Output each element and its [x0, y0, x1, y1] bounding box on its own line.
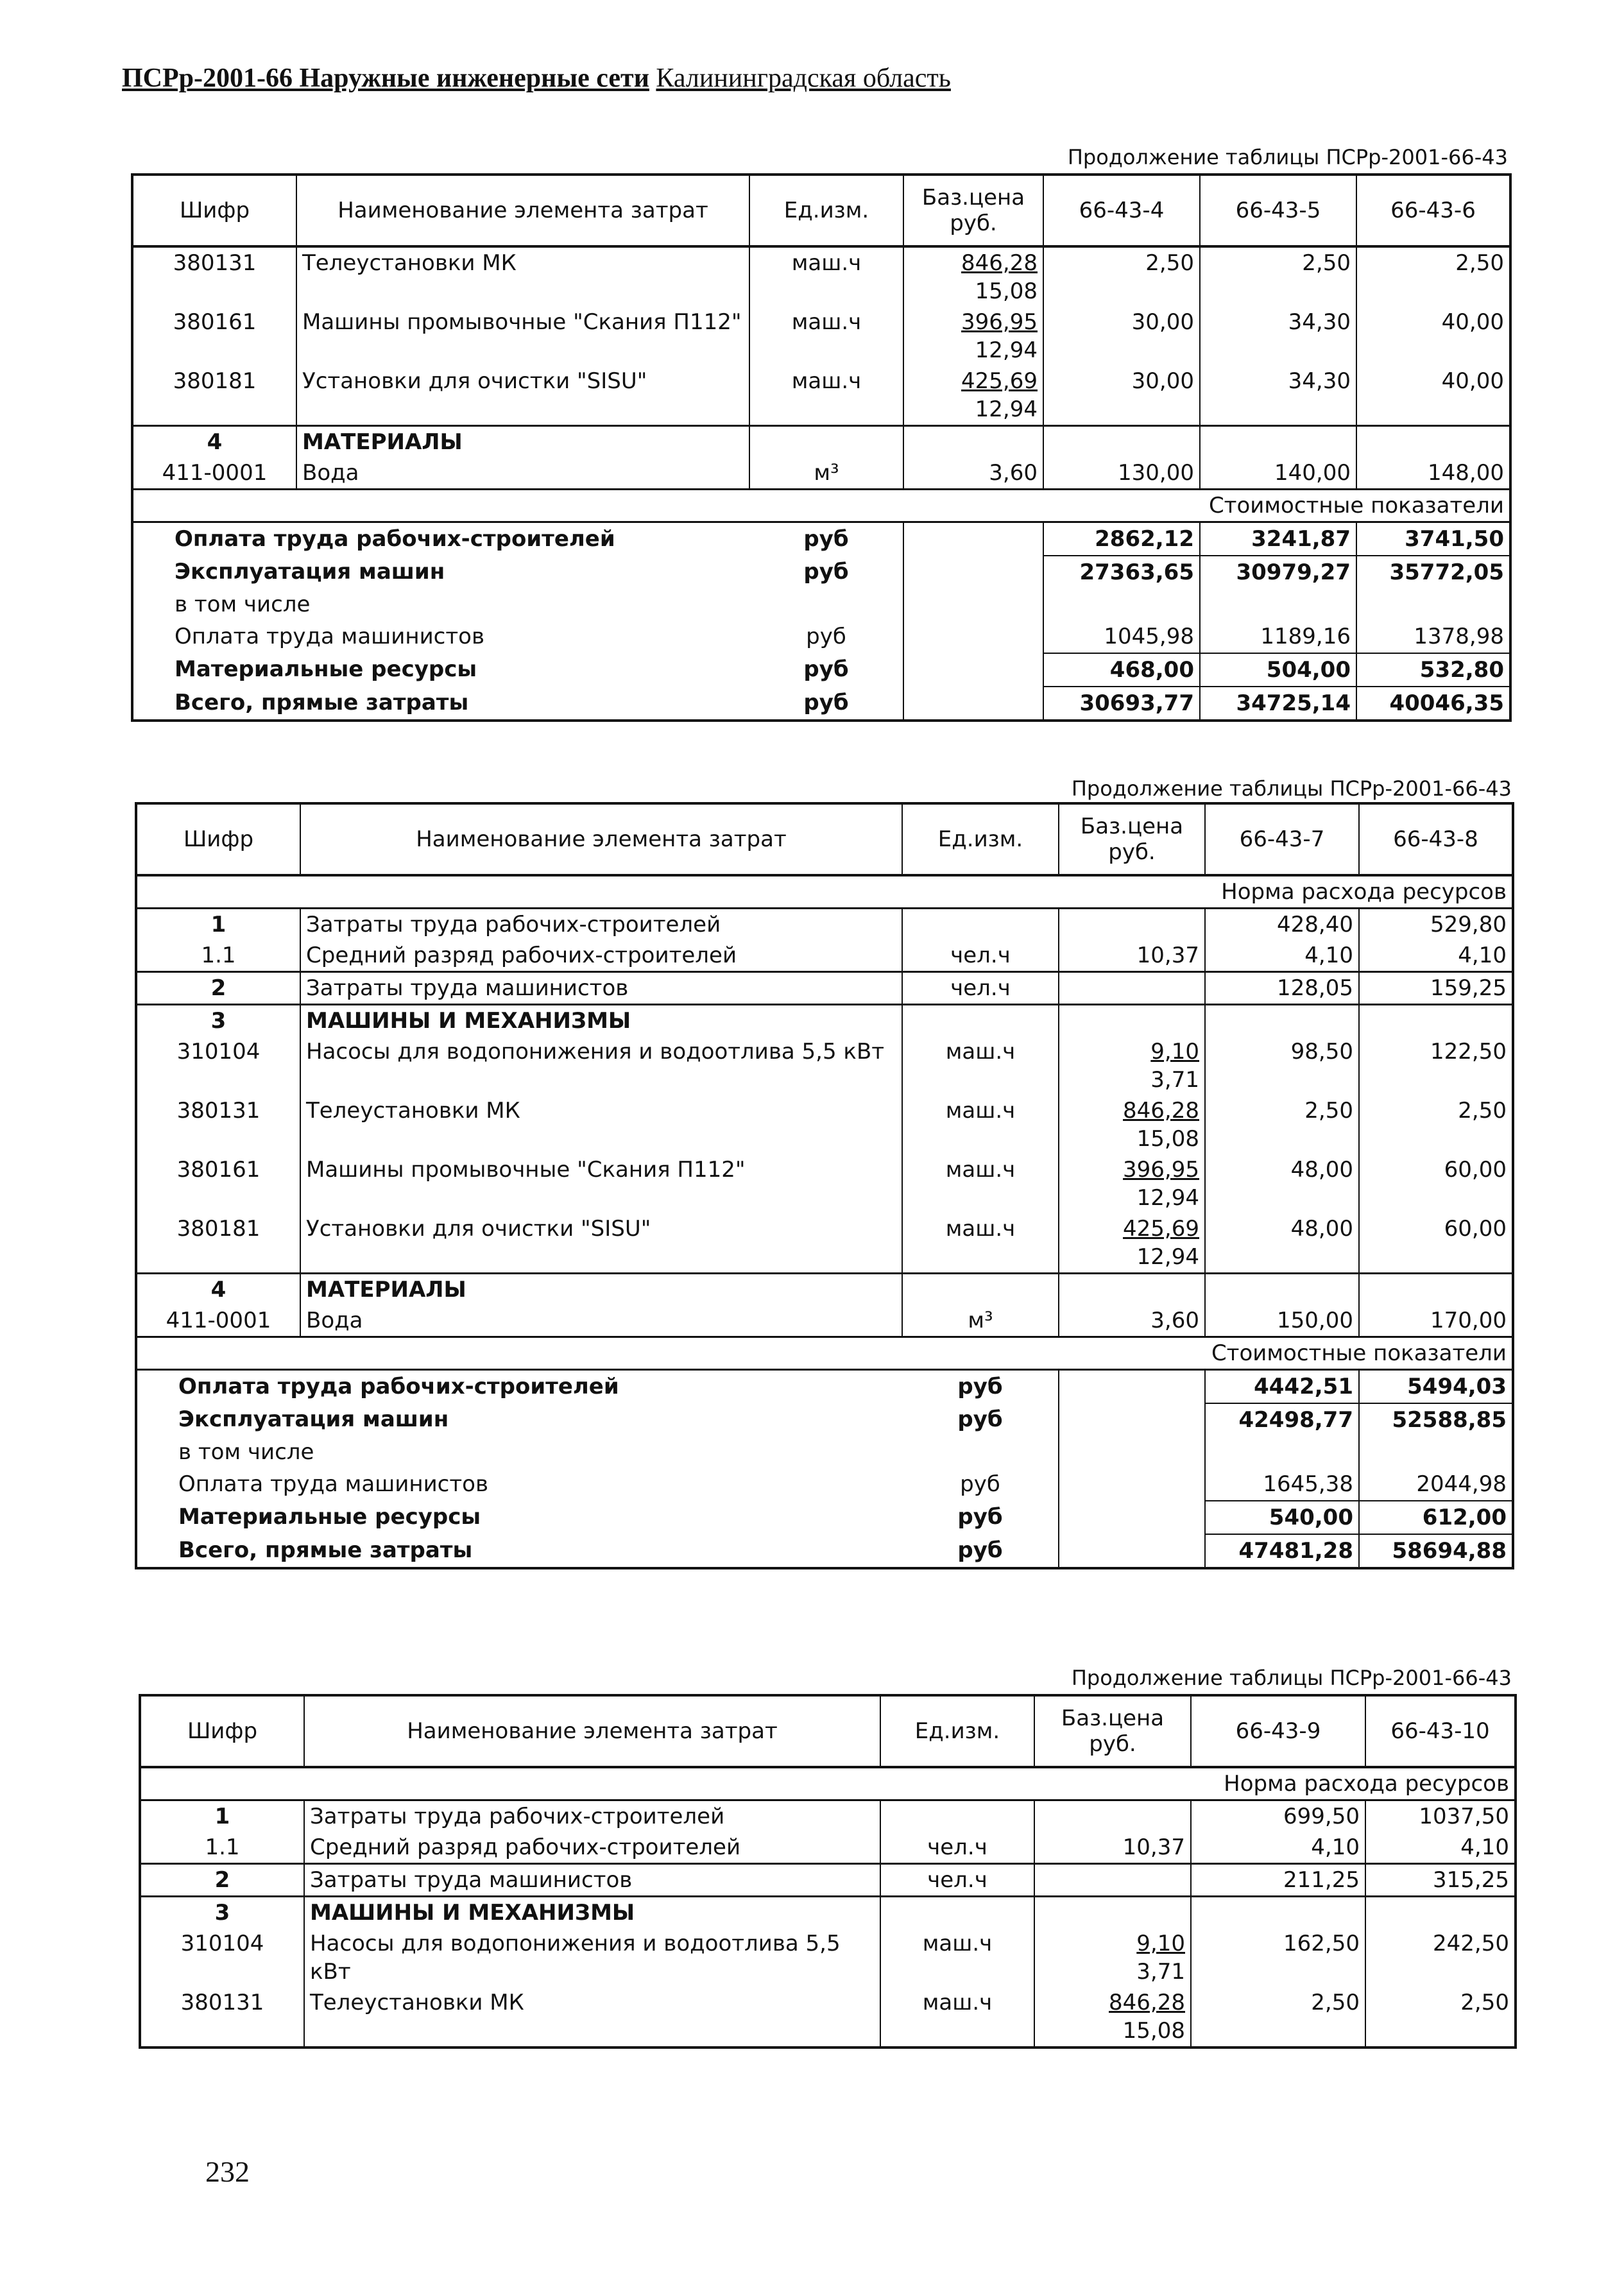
table-block-1: [131, 173, 1512, 722]
cost-row: [136, 1468, 1513, 1501]
table-row: [136, 972, 1513, 1005]
cost-row: [136, 1501, 1513, 1534]
table-row: [132, 246, 1510, 307]
row-code: 310104: [136, 1036, 300, 1095]
row-unit: маш.ч: [902, 1036, 1059, 1095]
cost-value: 1378,98: [1356, 620, 1510, 653]
cost-unit: руб: [803, 559, 849, 585]
section-row-materials: [132, 426, 1510, 458]
row-name: Средний разряд рабочих-строителей: [300, 940, 902, 972]
row-value: 34,30: [1200, 307, 1356, 366]
norm-section-label: Норма расхода ресурсов: [136, 875, 1513, 909]
cost-value: 30979,27: [1200, 556, 1356, 588]
table-row: [132, 366, 1510, 426]
col-header-code: Шифр: [132, 175, 296, 246]
col-header-price: Баз.цена руб.: [1059, 803, 1205, 875]
norm-section-row: [140, 1767, 1516, 1800]
row-value: 242,50: [1365, 1928, 1516, 1987]
cost-row: [132, 522, 1510, 556]
row-value: 140,00: [1200, 457, 1356, 490]
table-row: [136, 1154, 1513, 1213]
row-name: Насосы для водопонижения и водоотлива 5,5 кВт: [300, 1036, 902, 1095]
section-title: МАШИНЫ И МЕХАНИЗМЫ: [300, 1005, 902, 1037]
cost-value: 540,00: [1205, 1501, 1359, 1534]
row-price: [1034, 1928, 1191, 1987]
cost-name: в том числе: [175, 592, 311, 617]
row-name: Машины промывочные "Скания П112": [296, 307, 749, 366]
price-bottom: 3,71: [1150, 1067, 1199, 1093]
price-top: 396,95: [1123, 1157, 1199, 1183]
section-row-machines: [140, 1897, 1516, 1929]
section-title: МАШИНЫ И МЕХАНИЗМЫ: [304, 1897, 880, 1929]
cost-value: 30693,77: [1043, 687, 1200, 721]
row-code: 380131: [136, 1095, 300, 1154]
row-value: 128,05: [1205, 972, 1359, 1005]
cost-unit: руб: [960, 1471, 1000, 1497]
row-name: Телеустановки МК: [300, 1095, 902, 1154]
cost-value: 35772,05: [1356, 556, 1510, 588]
row-value: 162,50: [1191, 1928, 1365, 1987]
row-value: 122,50: [1359, 1036, 1513, 1095]
row-code: 380181: [136, 1213, 300, 1274]
col-header-unit: Ед.изм.: [749, 175, 903, 246]
price-top: 846,28: [961, 250, 1038, 276]
row-value: 699,50: [1191, 1800, 1365, 1833]
row-value: 159,25: [1359, 972, 1513, 1005]
row-price: [1034, 1800, 1191, 1833]
table-row: [132, 457, 1510, 490]
row-code: 380181: [132, 366, 296, 426]
cost-value: 34725,14: [1200, 687, 1356, 721]
cost-value: 5494,03: [1359, 1370, 1513, 1404]
table-row: [136, 909, 1513, 941]
price-bottom: 12,94: [975, 338, 1038, 363]
price-bottom: 15,08: [1136, 1126, 1199, 1152]
price-bottom: 12,94: [1136, 1185, 1199, 1211]
row-name-line: Насосы для водопонижения и водоотлива 5,5: [310, 1931, 841, 1956]
row-value: 4,10: [1359, 940, 1513, 972]
row-value: 315,25: [1365, 1864, 1516, 1897]
row-unit: маш.ч: [902, 1095, 1059, 1154]
cost-value: 4442,51: [1205, 1370, 1359, 1404]
cost-value: 47481,28: [1205, 1534, 1359, 1568]
row-code: 1: [140, 1800, 304, 1833]
cost-unit: руб: [803, 656, 849, 682]
cost-row: [136, 1534, 1513, 1568]
row-value: 150,00: [1205, 1305, 1359, 1337]
row-name: Затраты труда рабочих-строителей: [300, 909, 902, 941]
table-caption-2: Продолжение таблицы ПСРр-2001-66-43: [1071, 776, 1512, 801]
row-name: Вода: [300, 1305, 902, 1337]
row-value: 30,00: [1043, 307, 1200, 366]
row-code: 411-0001: [136, 1305, 300, 1337]
table-row: [140, 1800, 1516, 1833]
row-price: [903, 366, 1043, 426]
row-unit: м³: [902, 1305, 1059, 1337]
row-code: 1.1: [140, 1832, 304, 1864]
row-name: Затраты труда машинистов: [300, 972, 902, 1005]
section-title: МАТЕРИАЛЫ: [300, 1274, 902, 1306]
cost-row: [132, 620, 1510, 653]
row-price: 3,60: [1059, 1305, 1205, 1337]
row-code: 2: [140, 1864, 304, 1897]
cost-value: 27363,65: [1043, 556, 1200, 588]
cost-value: 1189,16: [1200, 620, 1356, 653]
row-unit: чел.ч: [880, 1864, 1034, 1897]
row-name: Вода: [296, 457, 749, 490]
section-title: МАТЕРИАЛЫ: [296, 426, 749, 458]
cost-section-label: Стоимостные показатели: [136, 1337, 1513, 1370]
cost-value: 532,80: [1356, 653, 1510, 687]
cost-value: 2044,98: [1359, 1468, 1513, 1501]
col-header-name: Наименование элемента затрат: [304, 1695, 880, 1767]
table-row: [136, 1036, 1513, 1095]
row-name: Установки для очистки "SISU": [300, 1213, 902, 1274]
cost-name: в том числе: [178, 1439, 314, 1465]
table-row: [132, 307, 1510, 366]
row-price: [1059, 909, 1205, 941]
price-top: 9,10: [1150, 1039, 1199, 1064]
row-code: 380131: [132, 246, 296, 307]
row-code: 380161: [136, 1154, 300, 1213]
row-name: Установки для очистки "SISU": [296, 366, 749, 426]
row-price: [903, 246, 1043, 307]
row-name: [304, 1928, 880, 1987]
col-header-code: Шифр: [140, 1695, 304, 1767]
col-header-norm: 66-43-6: [1356, 175, 1510, 246]
cost-unit: руб: [803, 690, 849, 715]
row-value: 34,30: [1200, 366, 1356, 426]
row-unit: маш.ч: [749, 246, 903, 307]
cost-unit: руб: [902, 1370, 1059, 1404]
table-row: [136, 940, 1513, 972]
row-value: 148,00: [1356, 457, 1510, 490]
table-row: [140, 1928, 1516, 1987]
page-header: [122, 63, 951, 94]
cost-name: Материальные ресурсы: [178, 1504, 481, 1530]
cost-row: [136, 1403, 1513, 1436]
col-header-norm: 66-43-10: [1365, 1695, 1516, 1767]
price-bottom: 15,08: [1122, 2018, 1185, 2044]
cost-section-label: Стоимостные показатели: [132, 490, 1510, 522]
cost-value: 504,00: [1200, 653, 1356, 687]
row-unit: маш.ч: [749, 307, 903, 366]
row-unit: м³: [749, 457, 903, 490]
price-bottom: 12,94: [975, 397, 1038, 422]
col-header-name: Наименование элемента затрат: [300, 803, 902, 875]
table-header-row: [136, 803, 1513, 875]
cost-value: 42498,77: [1205, 1403, 1359, 1436]
price-top: 396,95: [961, 309, 1038, 335]
row-value: 4,10: [1191, 1832, 1365, 1864]
cost-unit: руб: [957, 1537, 1003, 1563]
cost-name: Оплата труда рабочих-строителей: [132, 522, 749, 556]
cost-value: 58694,88: [1359, 1534, 1513, 1568]
cost-value: 3741,50: [1356, 522, 1510, 556]
row-value: 130,00: [1043, 457, 1200, 490]
row-value: 529,80: [1359, 909, 1513, 941]
row-price: [903, 307, 1043, 366]
cost-row: [132, 556, 1510, 588]
cost-name: Эксплуатация машин: [178, 1406, 449, 1432]
row-value: 2,50: [1043, 246, 1200, 307]
cost-name: Всего, прямые затраты: [175, 690, 469, 715]
header-title: ПСРр-2001-66 Наружные инженерные сети: [122, 64, 649, 93]
row-name: Затраты труда машинистов: [304, 1864, 880, 1897]
row-price: [1059, 1154, 1205, 1213]
col-header-code: Шифр: [136, 803, 300, 875]
row-unit: маш.ч: [902, 1154, 1059, 1213]
row-code: 380131: [140, 1987, 304, 2047]
table-row: [136, 1305, 1513, 1337]
row-code: 310104: [140, 1928, 304, 1987]
cost-unit: руб: [806, 624, 846, 649]
section-number: 3: [140, 1897, 304, 1929]
row-value: 60,00: [1359, 1213, 1513, 1274]
cost-unit: руб: [749, 522, 903, 556]
row-value: 4,10: [1205, 940, 1359, 972]
table-caption-3: Продолжение таблицы ПСРр-2001-66-43: [1071, 1666, 1512, 1690]
row-value: 60,00: [1359, 1154, 1513, 1213]
table-row: [140, 1987, 1516, 2047]
table-header-row: [132, 175, 1510, 246]
row-name-line: кВт: [310, 1959, 351, 1985]
col-header-price: Баз.цена руб.: [1034, 1695, 1191, 1767]
cost-name: Оплата труда рабочих-строителей: [136, 1370, 902, 1404]
row-value: 170,00: [1359, 1305, 1513, 1337]
row-code: 380161: [132, 307, 296, 366]
cost-value: 3241,87: [1200, 522, 1356, 556]
row-code: 2: [136, 972, 300, 1005]
cost-name: Эксплуатация машин: [175, 559, 445, 585]
table-block-2: [135, 802, 1514, 1569]
cost-row: [132, 588, 1510, 620]
row-price: [1034, 1987, 1191, 2047]
col-header-name: Наименование элемента затрат: [296, 175, 749, 246]
row-unit: маш.ч: [902, 1213, 1059, 1274]
row-price: [1059, 1095, 1205, 1154]
row-value: 48,00: [1205, 1154, 1359, 1213]
table-caption-1: Продолжение таблицы ПСРр-2001-66-43: [1067, 145, 1508, 169]
section-number: 3: [136, 1005, 300, 1037]
row-value: 2,50: [1365, 1987, 1516, 2047]
row-name: Машины промывочные "Скания П112": [300, 1154, 902, 1213]
col-header-unit: Ед.изм.: [880, 1695, 1034, 1767]
cost-name: Оплата труда машинистов: [178, 1471, 489, 1497]
cost-unit: руб: [957, 1504, 1003, 1530]
table-block-3: [139, 1694, 1517, 2049]
page-number: 232: [205, 2155, 250, 2188]
row-price: 3,60: [903, 457, 1043, 490]
section-number: 4: [136, 1274, 300, 1306]
row-name: Телеустановки МК: [296, 246, 749, 307]
cost-row: [132, 687, 1510, 721]
row-value: 40,00: [1356, 366, 1510, 426]
row-value: 2,50: [1359, 1095, 1513, 1154]
row-code: 1: [136, 909, 300, 941]
row-value: 30,00: [1043, 366, 1200, 426]
row-name: Затраты труда рабочих-строителей: [304, 1800, 880, 1833]
row-price: [1059, 972, 1205, 1005]
row-value: 40,00: [1356, 307, 1510, 366]
row-unit: чел.ч: [880, 1832, 1034, 1864]
row-value: 2,50: [1200, 246, 1356, 307]
norm-section-row: [136, 875, 1513, 909]
table-header-row: [140, 1695, 1516, 1767]
price-bottom: 12,94: [1136, 1244, 1199, 1270]
cost-value: 468,00: [1043, 653, 1200, 687]
cost-value: 612,00: [1359, 1501, 1513, 1534]
row-name: Средний разряд рабочих-строителей: [304, 1832, 880, 1864]
row-value: 211,25: [1191, 1864, 1365, 1897]
row-name: Телеустановки МК: [304, 1987, 880, 2047]
row-value: 428,40: [1205, 909, 1359, 941]
price-bottom: 15,08: [975, 278, 1038, 304]
row-code: 1.1: [136, 940, 300, 972]
col-header-unit: Ед.изм.: [902, 803, 1059, 875]
price-top: 425,69: [961, 368, 1038, 394]
cost-row: [136, 1436, 1513, 1468]
section-row-costs: [136, 1337, 1513, 1370]
table-row: [140, 1864, 1516, 1897]
cost-value: 1045,98: [1043, 620, 1200, 653]
section-row-machines: [136, 1005, 1513, 1037]
section-number: 4: [132, 426, 296, 458]
col-header-price: Баз.цена руб.: [903, 175, 1043, 246]
col-header-norm: 66-43-8: [1359, 803, 1513, 875]
col-header-norm: 66-43-9: [1191, 1695, 1365, 1767]
col-header-norm: 66-43-4: [1043, 175, 1200, 246]
row-value: 98,50: [1205, 1036, 1359, 1095]
row-unit: маш.ч: [880, 1928, 1034, 1987]
row-value: 2,50: [1191, 1987, 1365, 2047]
row-value: 2,50: [1205, 1095, 1359, 1154]
price-top: 425,69: [1123, 1216, 1199, 1242]
table-row: [136, 1213, 1513, 1274]
cost-value: 2862,12: [1043, 522, 1200, 556]
row-value: 2,50: [1356, 246, 1510, 307]
price-bottom: 3,71: [1136, 1959, 1185, 1985]
row-price: [1034, 1864, 1191, 1897]
table-row: [140, 1832, 1516, 1864]
cost-row: [132, 653, 1510, 687]
row-price: [1059, 1213, 1205, 1274]
cost-value: 1645,38: [1205, 1468, 1359, 1501]
row-price: [1059, 1036, 1205, 1095]
row-price: 10,37: [1059, 940, 1205, 972]
col-header-norm: 66-43-5: [1200, 175, 1356, 246]
price-top: 846,28: [1123, 1098, 1199, 1124]
row-unit: [880, 1800, 1034, 1833]
price-top: 9,10: [1136, 1931, 1185, 1956]
cost-value: 52588,85: [1359, 1403, 1513, 1436]
row-unit: чел.ч: [902, 972, 1059, 1005]
row-value: 4,10: [1365, 1832, 1516, 1864]
row-code: 411-0001: [132, 457, 296, 490]
row-unit: маш.ч: [749, 366, 903, 426]
norm-section-label: Норма расхода ресурсов: [140, 1767, 1516, 1800]
cost-unit: руб: [957, 1406, 1003, 1432]
cost-name: Материальные ресурсы: [175, 656, 477, 682]
row-value: 48,00: [1205, 1213, 1359, 1274]
row-unit: [902, 909, 1059, 941]
price-top: 846,28: [1109, 1990, 1185, 2015]
cost-value: 40046,35: [1356, 687, 1510, 721]
cost-name: Оплата труда машинистов: [175, 624, 485, 649]
row-price: 10,37: [1034, 1832, 1191, 1864]
row-unit: чел.ч: [902, 940, 1059, 972]
cost-row: [136, 1370, 1513, 1404]
table-row: [136, 1095, 1513, 1154]
row-value: 1037,50: [1365, 1800, 1516, 1833]
section-row-materials: [136, 1274, 1513, 1306]
header-region: Калининградская область: [656, 64, 951, 93]
section-row-costs: [132, 490, 1510, 522]
col-header-norm: 66-43-7: [1205, 803, 1359, 875]
cost-name: Всего, прямые затраты: [178, 1537, 473, 1563]
row-unit: маш.ч: [880, 1987, 1034, 2047]
